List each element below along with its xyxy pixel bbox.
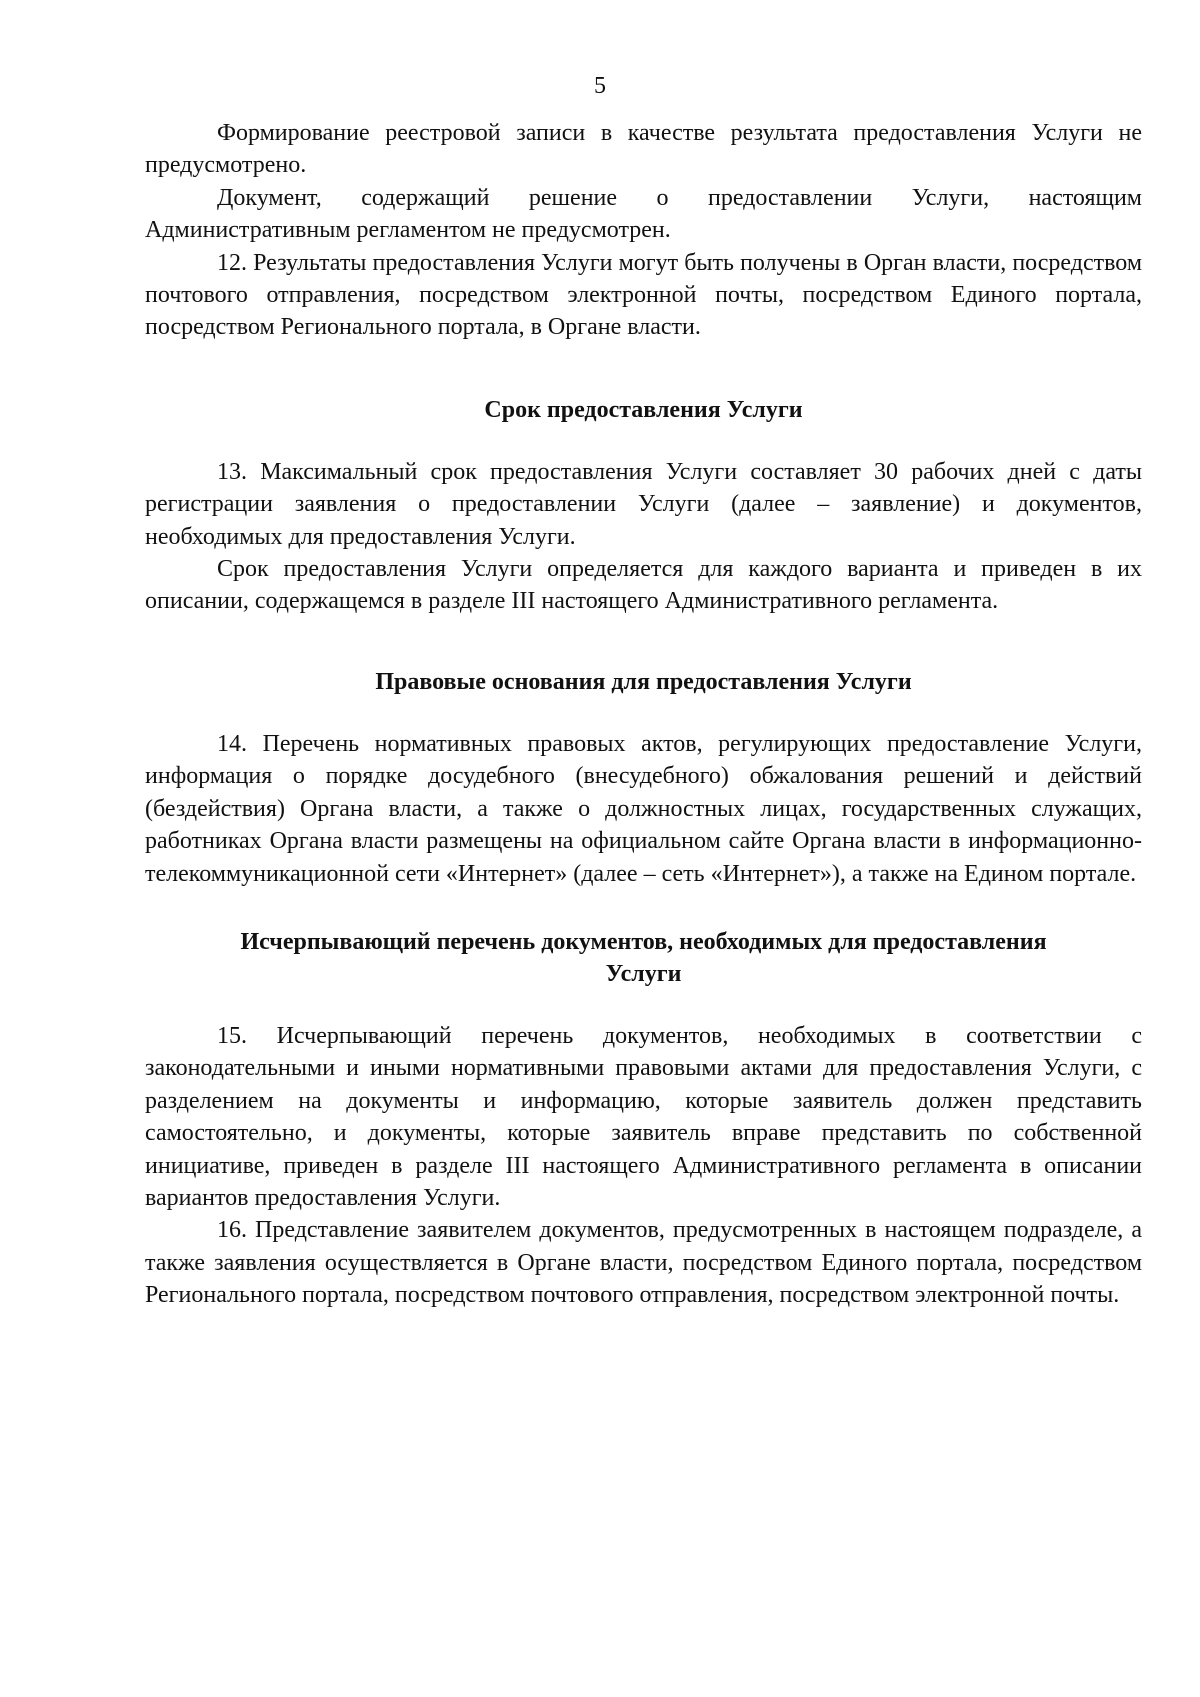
paragraph-15-documents: 15. Исчерпывающий перечень документов, необходимых в соответствии с законодательными и иными нормативными правовыми актами для предоставления Услуги, с разделением на документы и информацию, которые заявитель должен представить самостоятельно, и документы, которые заявитель вправе представить по собственной инициативе, приведен в разделе III настоящего Административного регламента в описании вариантов предоставления Услуги. <box>145 1022 1142 1211</box>
paragraph-term-by-variant: Срок предоставления Услуги определяется для каждого варианта и приведен в их описании, содержащемся в разделе III настоящего Административного регламента. <box>145 556 1142 615</box>
page-number: 5 <box>594 73 606 99</box>
heading-documents-list <box>145 926 1142 990</box>
paragraph-12-results: 12. Результаты предоставления Услуги могут быть получены в Орган власти, посредством почтового отправления, посредством электронной почты, посредством Единого портала, посредством Регионального портала, в Органе власти. <box>145 249 1142 341</box>
paragraph-decision-document: Документ, содержащий решение о предоставлении Услуги, настоящим Административным регламентом не предусмотрен. <box>145 184 1142 244</box>
heading-documents-list-line-2: Услуги <box>605 960 682 987</box>
heading-legal-basis: Правовые основания для предоставления Услуги <box>375 668 912 695</box>
paragraph-13-max-term: 13. Максимальный срок предоставления Услуги составляет 30 рабочих дней с даты регистрации заявления о предоставлении Услуги (далее – заявление) и документов, необходимых для предоставления Услуги. <box>145 458 1142 550</box>
paragraph-16-submission: 16. Представление заявителем документов, предусмотренных в настоящем подразделе, а также заявления осуществляется в Органе власти, посредством Единого портала, посредством Регионального портала, посредством почтового отправления, посредством электронной почты. <box>145 1217 1142 1309</box>
document-body <box>145 117 1142 1312</box>
heading-service-term: Срок предоставления Услуги <box>484 396 803 423</box>
paragraph-registry-record: Формирование реестровой записи в качестве результата предоставления Услуги не предусмотрено. <box>145 120 1142 179</box>
paragraph-14-legal-acts: 14. Перечень нормативных правовых актов, регулирующих предоставление Услуги, информация о порядке досудебного (внесудебного) обжалования решений и действий (бездействия) Органа власти, а также о должностных лицах, государственных служащих, работниках Органа власти размещены на официальном сайте Органа власти в информационно-телекоммуникационной сети «Интернет» (далее – сеть «Интернет»), а также на Едином портале. <box>145 730 1142 887</box>
heading-documents-list-line-1: Исчерпывающий перечень документов, необходимых для предоставления <box>240 928 1047 955</box>
